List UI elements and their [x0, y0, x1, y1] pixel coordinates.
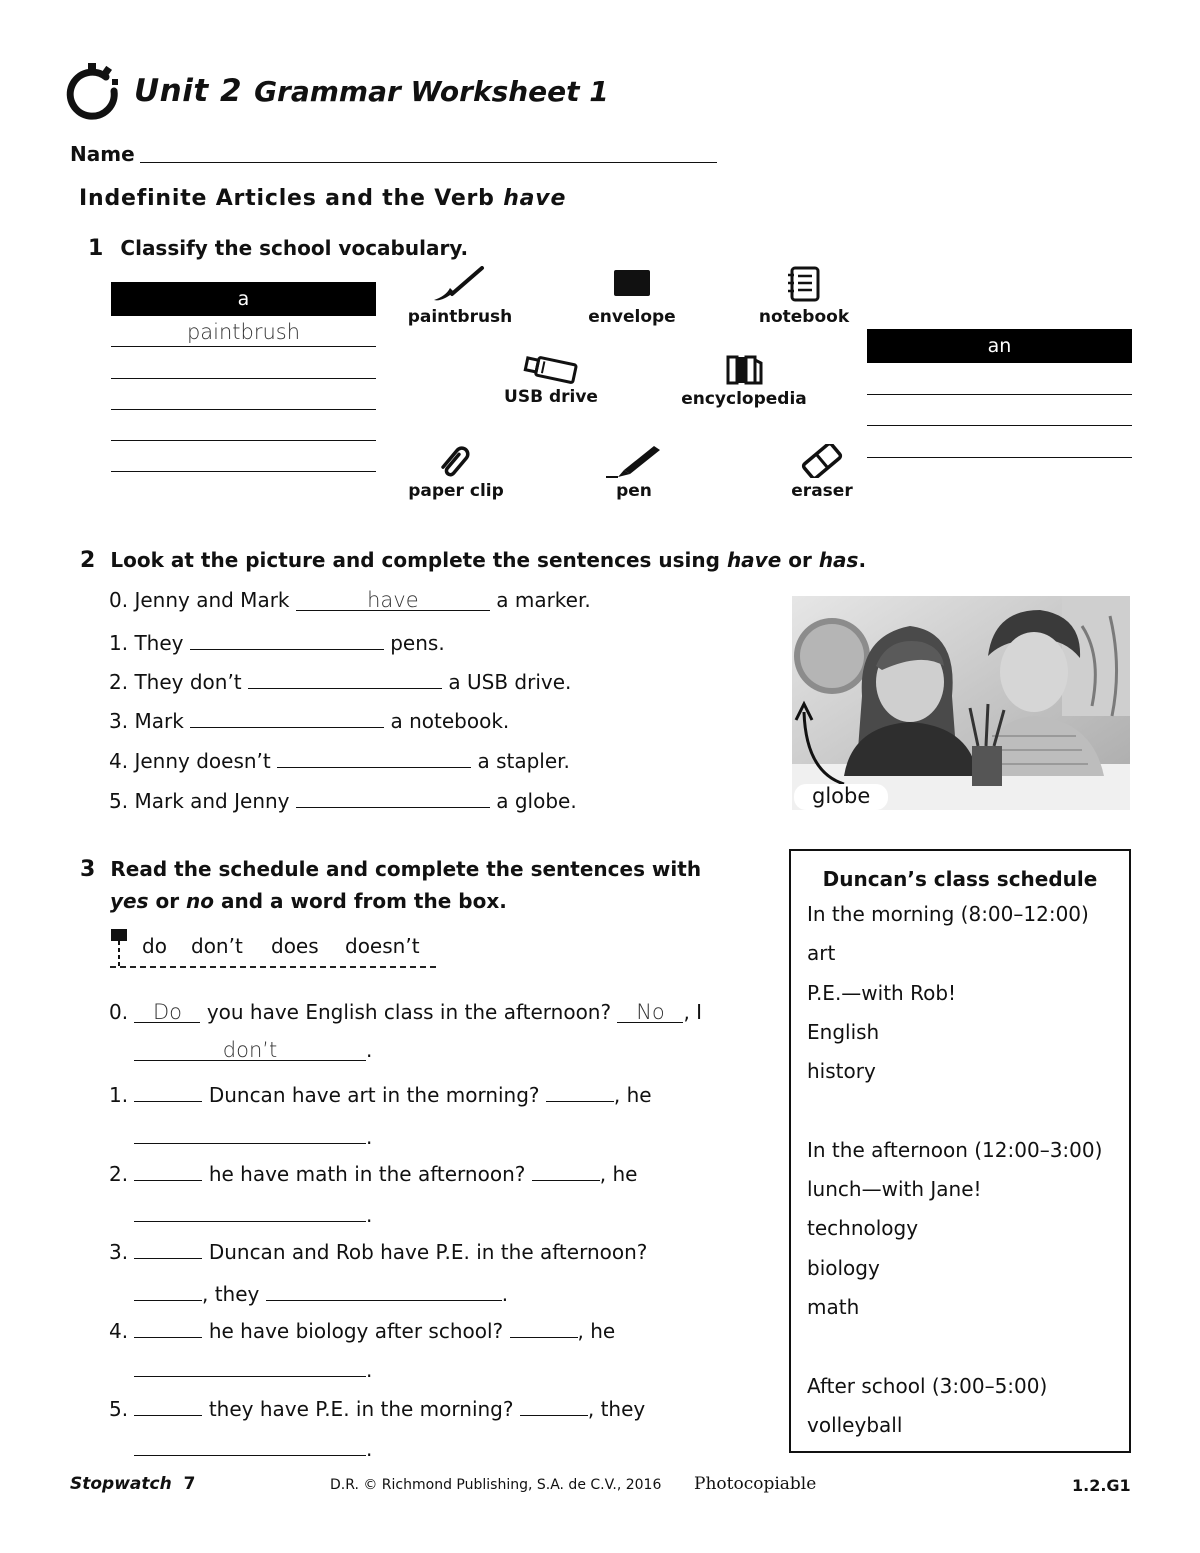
photocopiable-label: Photocopiable	[694, 1474, 817, 1494]
copyright-text: D.R. © Richmond Publishing, S.A. de C.V., 2016	[330, 1477, 662, 1493]
usb-drive-icon	[523, 354, 579, 384]
schedule-line: volleyball	[807, 1412, 903, 1437]
answer-blank[interactable]	[134, 1433, 366, 1456]
column-a-heading: a	[111, 282, 376, 316]
envelope-icon	[612, 266, 652, 304]
schedule-line: biology	[807, 1255, 880, 1280]
exercise-3-question-5: 5. they have P.E. in the morning? , they	[109, 1393, 645, 1421]
schedule-line: In the morning (8:00–12:00)	[807, 902, 1089, 926]
exercise-3-question-1: 1. Duncan have art in the morning? , he	[109, 1079, 652, 1107]
answer-blank[interactable]	[134, 1079, 202, 1102]
answer-blank[interactable]	[134, 1158, 202, 1181]
globe-label: globe	[812, 784, 871, 808]
vocab-item-usb-drive: USB drive	[491, 354, 611, 407]
column-an-line-2[interactable]	[867, 425, 1132, 426]
answer-blank[interactable]	[532, 1158, 600, 1181]
word-box-option-does: does	[271, 934, 319, 958]
answer-blank[interactable]: No	[617, 1000, 683, 1023]
schedule-line: history	[807, 1059, 876, 1084]
exercise-2-sentence-2: 2. They don’t a USB drive.	[109, 666, 571, 694]
name-field[interactable]	[140, 162, 717, 163]
answer-blank[interactable]	[248, 666, 442, 689]
exercise-2-instruction: 2 Look at the picture and complete the sentences using have or has.	[80, 548, 867, 573]
answer-blank[interactable]	[296, 785, 490, 808]
schedule-spacer	[807, 1327, 1129, 1366]
exercise-1-instruction: 1 Classify the school vocabulary.	[88, 236, 469, 261]
paper-clip-icon	[436, 444, 476, 478]
schedule-line: P.E.—with Rob!	[807, 980, 957, 1005]
answer-blank[interactable]	[546, 1079, 614, 1102]
students-photo	[792, 596, 1130, 810]
column-a-line-4[interactable]	[111, 440, 376, 441]
word-box-option-dont: don’t	[191, 934, 243, 958]
exercise-3-question-4: 4. he have biology after school? , he	[109, 1315, 615, 1343]
answer-blank[interactable]	[134, 1199, 366, 1222]
schedule-line: In the afternoon (12:00–3:00)	[807, 1137, 1103, 1162]
answer-blank[interactable]	[134, 1354, 366, 1377]
answer-blank[interactable]	[134, 1121, 366, 1144]
column-a-line-2[interactable]	[111, 378, 376, 379]
answer-blank[interactable]	[277, 745, 471, 768]
vocab-item-pen: pen	[574, 444, 694, 501]
vocab-item-encyclopedia: encyclopedia	[674, 354, 814, 409]
exercise-3-question-2: 2. he have math in the afternoon? , he	[109, 1158, 637, 1186]
vocab-item-paper-clip: paper clip	[396, 444, 516, 501]
exercise-2-sentence-5: 5. Mark and Jenny a globe.	[109, 785, 577, 813]
unit-title: Unit 2	[134, 73, 243, 109]
exercise-3-question-5-line-2: .	[134, 1433, 372, 1461]
eraser-icon	[800, 444, 844, 478]
answer-blank[interactable]	[510, 1315, 578, 1338]
encyclopedia-icon	[724, 354, 764, 386]
answer-blank[interactable]	[520, 1393, 588, 1416]
paintbrush-icon	[432, 266, 488, 304]
column-a-line-5[interactable]	[111, 471, 376, 472]
answer-blank[interactable]	[190, 705, 384, 728]
column-an-line-3[interactable]	[867, 457, 1132, 458]
stopwatch-icon	[66, 61, 122, 121]
vocab-item-notebook: notebook	[744, 266, 864, 327]
worksheet-code: 1.2.G1	[1072, 1476, 1131, 1495]
column-an-line-1[interactable]	[867, 394, 1132, 395]
vocab-item-eraser: eraser	[762, 444, 882, 501]
pin-icon	[110, 928, 128, 968]
name-label: Name	[70, 142, 135, 166]
schedule-line: technology	[807, 1216, 919, 1241]
vocab-item-paintbrush: paintbrush	[400, 266, 520, 327]
schedule-line: art	[807, 941, 836, 966]
worksheet-title	[66, 58, 609, 124]
vocab-item-envelope: envelope	[572, 266, 692, 327]
exercise-3-question-0-line-2: don’t .	[134, 1038, 372, 1062]
word-box-option-doesnt: doesn’t	[345, 934, 420, 958]
exercise-3-question-1-line-2: .	[134, 1121, 372, 1149]
brand-logo: Stopwatch 7	[70, 1474, 196, 1494]
answer-blank[interactable]	[134, 1315, 202, 1338]
exercise-3-question-3: 3. Duncan and Rob have P.E. in the afternoon?	[109, 1236, 647, 1264]
answer-blank[interactable]	[190, 627, 384, 650]
answer-blank[interactable]: have	[296, 588, 490, 611]
word-box-option-do: do	[142, 934, 167, 958]
column-a-line-3[interactable]	[111, 409, 376, 410]
schedule-title: Duncan’s class schedule	[822, 867, 1098, 891]
answer-blank[interactable]	[266, 1278, 502, 1301]
exercise-2-sentence-4: 4. Jenny doesn’t a stapler.	[109, 745, 570, 773]
answer-blank[interactable]	[134, 1278, 202, 1301]
notebook-icon	[784, 266, 824, 304]
schedule-line: English	[807, 1019, 880, 1044]
exercise-3-instruction: 3 Read the schedule and complete the sentences with yes or no and a word from the box.	[80, 857, 702, 913]
exercise-3-question-2-line-2: .	[134, 1199, 372, 1227]
pen-icon	[604, 444, 664, 478]
exercise-3-question-4-line-2: .	[134, 1354, 372, 1382]
answer-blank[interactable]: don’t	[134, 1038, 366, 1061]
answer-blank[interactable]	[134, 1236, 202, 1259]
class-schedule-box	[789, 849, 1131, 1453]
worksheet-subtitle: Grammar Worksheet 1	[254, 74, 609, 108]
column-an-heading: an	[867, 329, 1132, 363]
word-box	[110, 928, 436, 968]
column-a-example-answer: paintbrush	[186, 320, 301, 344]
schedule-line: lunch—with Jane!	[807, 1177, 982, 1202]
schedule-line: After school (3:00–5:00)	[807, 1373, 1048, 1398]
exercise-2-sentence-3: 3. Mark a notebook.	[109, 705, 509, 733]
answer-blank[interactable]	[134, 1393, 202, 1416]
exercise-3-question-3-line-2: , they .	[134, 1278, 508, 1306]
exercise-3-question-0: 0. Do you have English class in the afternoon? No , I	[109, 1000, 703, 1024]
exercise-2-sentence-0: 0. Jenny and Mark have a marker.	[109, 588, 591, 612]
column-a-line-1[interactable]	[111, 318, 376, 347]
schedule-line: math	[807, 1294, 860, 1319]
answer-blank[interactable]: Do	[134, 1000, 200, 1023]
section-title: Indefinite Articles and the Verb have	[79, 186, 567, 211]
exercise-2-sentence-1: 1. They pens.	[109, 627, 445, 655]
schedule-spacer	[807, 1091, 1129, 1130]
